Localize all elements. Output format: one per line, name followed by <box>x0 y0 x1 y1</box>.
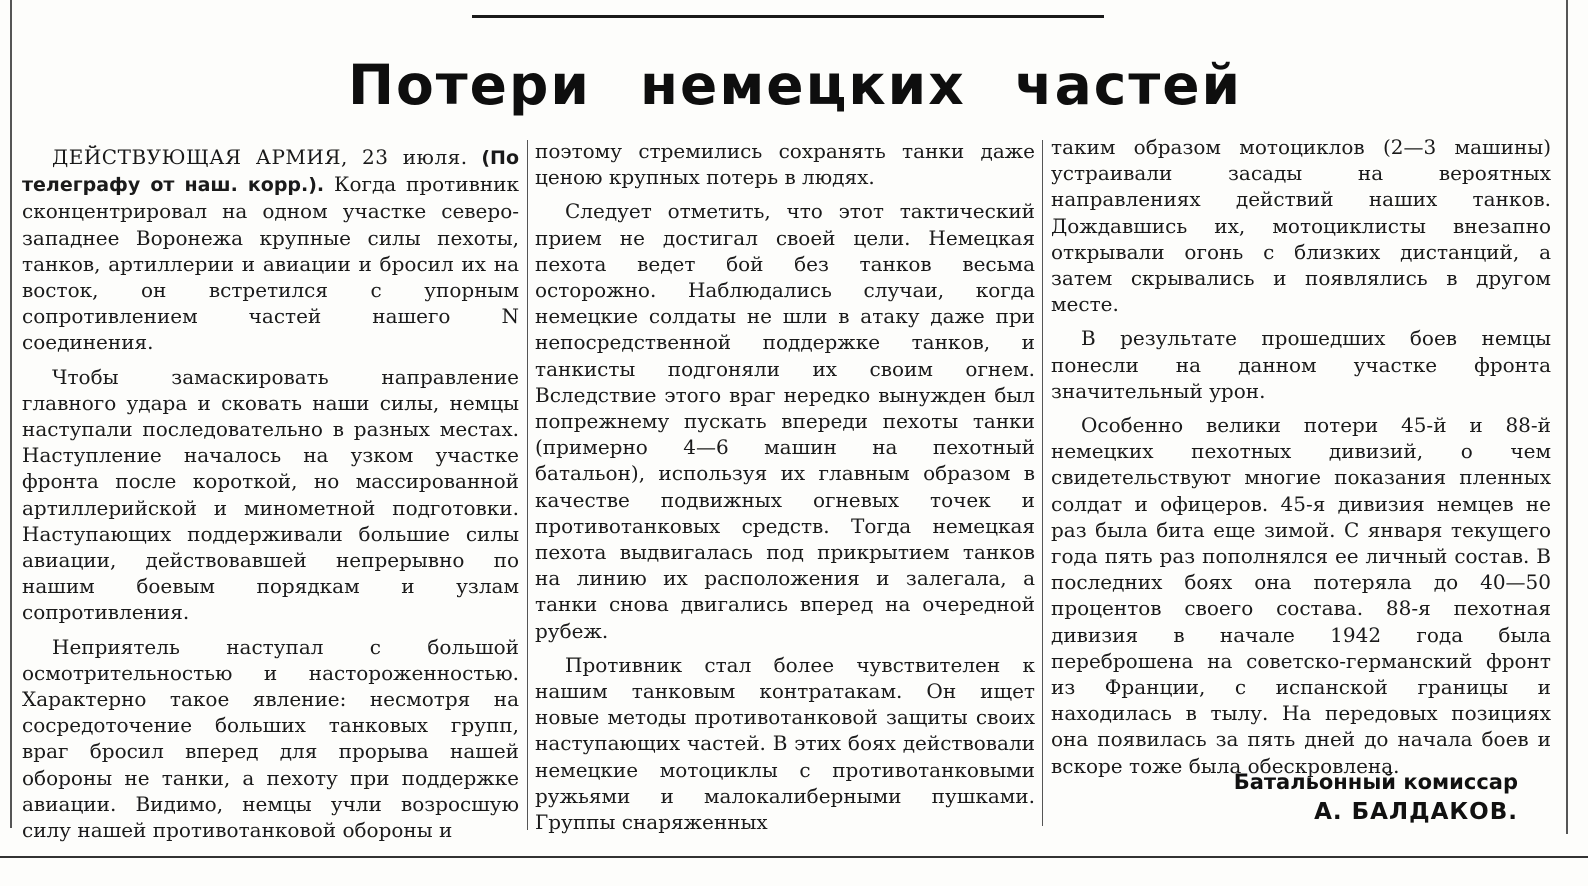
article-paragraph: Противник стал более чувствителен к нашим танковым контратакам. Он ищет новые методы противотанковой защиты своих наступающих частей. В этих боях действовали немецкие мотоциклы с противотанковыми ружьями и малокалиберными пушками. Группы снаряженных <box>535 652 1035 835</box>
article-paragraph: Следует отметить, что этот тактический прием не достигал своей цели. Немецкая пехота ведет бой без танков весьма осторожно. Наблюдались случаи, когда немецкие солдаты не шли в атаку даже при непосредственной поддержке танков, и танкисты подгоняли их своим огнем. Вследствие этого враг нередко вынужден был попрежнему пускать впереди пехоты танки (примерно 4—6 машин на пехотный батальон), используя их главным образом в качестве подвижных огневых точек и противотанковых средств. Тогда немецкая пехота выдвигалась под прикрытием танков на линию их расположения и залегала, а танки снова двигались вперед на очередной рубеж. <box>535 199 1035 643</box>
article-paragraph: таким образом мотоциклов (2—3 машины) устраивали засады на вероятных направлениях действий наших танков. Дождавшись их, мотоциклисты внезапно открывали огонь с близких дистанций, а затем скрывались и появлялись в другом месте. <box>1051 135 1551 317</box>
author-rank: Батальонный комиссар <box>1233 770 1518 794</box>
article-paragraph: Неприятель наступал с большой осмотрительностью и настороженностью. Характерно такое явление: несмотря на сосредоточение больших танковых групп, враг бросил вперед для прорыва нашей обороны не танки, а пехоту при поддержке авиации. Видимо, немцы учли возросшую силу нашей противотанковой обороны и <box>22 634 519 843</box>
article-paragraph: В результате прошедших боев немцы понесли на данном участке фронта значительный урон. <box>1051 326 1551 403</box>
paragraph-text: Когда противник сконцентрировал на одном участке северо-западнее Воронежа крупные силы пехоты, танков, артиллерии и авиации и бросил их на восток, он встретился с упорным сопротивлением частей нашего N соединения. <box>22 172 519 355</box>
article-paragraph: Особенно велики потери 45-й и 88-й немецких пехотных дивизий, о чем свидетельствуют многие показания пленных солдат и офицеров. 45-я дивизия немцев не раз была бита еще зимой. С января текущего года пять раз пополнялся ее личный состав. В последних боях она потеряла до 40—50 процентов своего состава. 88-я пехотная дивизия в начале 1942 года была переброшена на советско-германский фронт из Франции, с испанской границы и находилась в тылу. На передовых позициях она появилась за пять дней до начала боев и вскоре тоже была обескровлена. <box>1051 413 1551 778</box>
author-signature <box>1200 768 1518 828</box>
article-headline: Потери немецких частей <box>347 53 1243 117</box>
author-name: А. БАЛДАКОВ. <box>1314 799 1518 825</box>
column-divider <box>527 140 528 830</box>
dateline: ДЕЙСТВУЮЩАЯ АРМИЯ, 23 июля. <box>52 145 468 169</box>
right-margin-rule <box>1566 0 1568 834</box>
article-column-3 <box>1051 134 1551 834</box>
article-paragraph: Чтобы замаскировать направление главного удара и сковать наши силы, немцы наступали последовательно в разных местах. Наступление началось на узком участке фронта после короткой, но массированной артиллерийской и минометной подготовки. Наступающих поддерживали большие силы авиации, действовавшей непрерывно по нашим боевым порядкам и узлам сопротивления. <box>22 364 519 625</box>
column-divider <box>1042 140 1043 826</box>
left-margin-rule <box>10 0 12 828</box>
article-column-1 <box>22 144 519 844</box>
bottom-divider-rule <box>0 856 1588 858</box>
article-column-2 <box>535 138 1035 838</box>
top-divider-rule <box>472 15 1104 18</box>
byline: (По телеграфу от наш. корр.). <box>22 147 519 197</box>
article-paragraph: поэтому стремились сохранять танки даже ценою крупных потерь в людях. <box>535 139 1035 190</box>
article-paragraph <box>22 144 519 356</box>
